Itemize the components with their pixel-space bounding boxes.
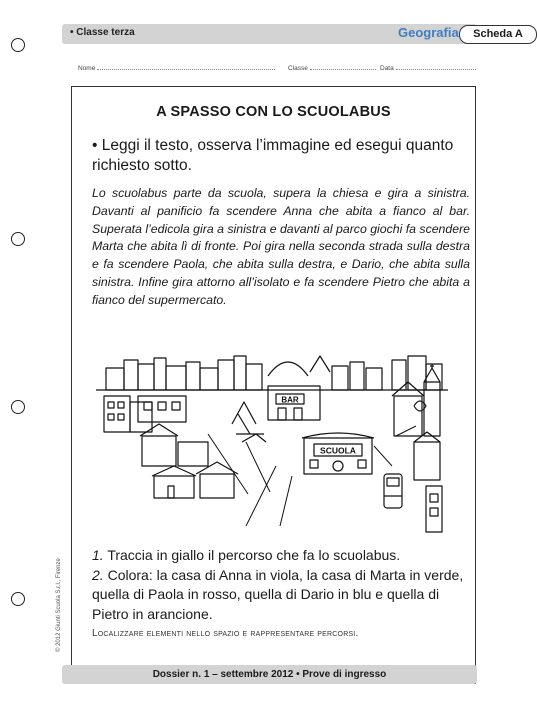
worksheet-title: A SPASSO CON LO SCUOLABUS: [156, 104, 391, 120]
sheet-badge: Scheda A: [459, 25, 537, 44]
task-number: 1.: [92, 547, 104, 563]
story-text: Lo scuolabus parte da scuola, supera la chiesa e gira a sinistra. Davanti al panificio fa scendere Anna che abita a fianco al bar. Superata l’edicola gira a sinistra e davanti al parco giochi fa scendere Marta che abita lì di fronte. Poi gira nella seconda strada sulla destra e fa scendere Paola, che abita sulla destra, e Dario, che abita sulla sinistra. Infine gira attorno all’isolato e fa scendere Pietro che abita a fianco del supermercato.: [92, 186, 471, 307]
punch-hole-upper: [11, 232, 25, 246]
class-label: Classe: [288, 65, 308, 72]
task-list: [92, 546, 472, 624]
left-houses: [104, 396, 238, 498]
grade-label: • Classe terza: [70, 27, 135, 38]
class-field[interactable]: [288, 64, 376, 72]
punch-hole-lower: [11, 400, 25, 414]
instruction-text: • Leggi il testo, osserva l’immagine ed esegui quanto richiesto sotto.: [92, 137, 454, 174]
footer-bar: Dossier n. 1 – settembre 2012 • Prove di ingresso: [62, 665, 477, 684]
skyline-buildings: [96, 356, 448, 390]
date-label: Data: [380, 65, 394, 72]
name-field[interactable]: [78, 64, 275, 72]
class-line: [310, 64, 376, 70]
roads: [208, 426, 416, 526]
town-illustration: [96, 346, 448, 536]
date-line: [396, 64, 476, 70]
school-bus: [384, 474, 402, 508]
park-playground: [232, 402, 266, 442]
header-bar: [62, 24, 523, 44]
subject-label: Geografia: [398, 25, 459, 40]
task-text: Traccia in giallo il percorso che fa lo scuolabus.: [107, 547, 401, 563]
task-text: Colora: la casa di Anna in viola, la casa di Marta in verde, quella di Paola in rosso, quella di Dario in blu e quella di Pietro in arancione.: [92, 566, 464, 622]
school-sign: SCUOLA: [320, 445, 356, 456]
right-houses: [392, 364, 442, 532]
bar-building: [268, 386, 320, 420]
name-line: [97, 64, 275, 70]
punch-hole-top: [11, 38, 25, 52]
date-field[interactable]: [380, 64, 476, 72]
task-number: 2.: [92, 566, 104, 583]
bar-sign: BAR: [281, 395, 299, 405]
name-label: Nome: [78, 65, 96, 72]
task-item: [92, 546, 472, 566]
task-item: [92, 566, 472, 625]
punch-hole-bottom: [11, 592, 25, 606]
learning-objective: Localizzare elementi nello spazio e rappresentare percorsi.: [92, 628, 359, 639]
copyright-note: © 2012 Giunti Scuola S.r.l., Firenze: [56, 558, 62, 652]
school-building: [302, 433, 374, 474]
